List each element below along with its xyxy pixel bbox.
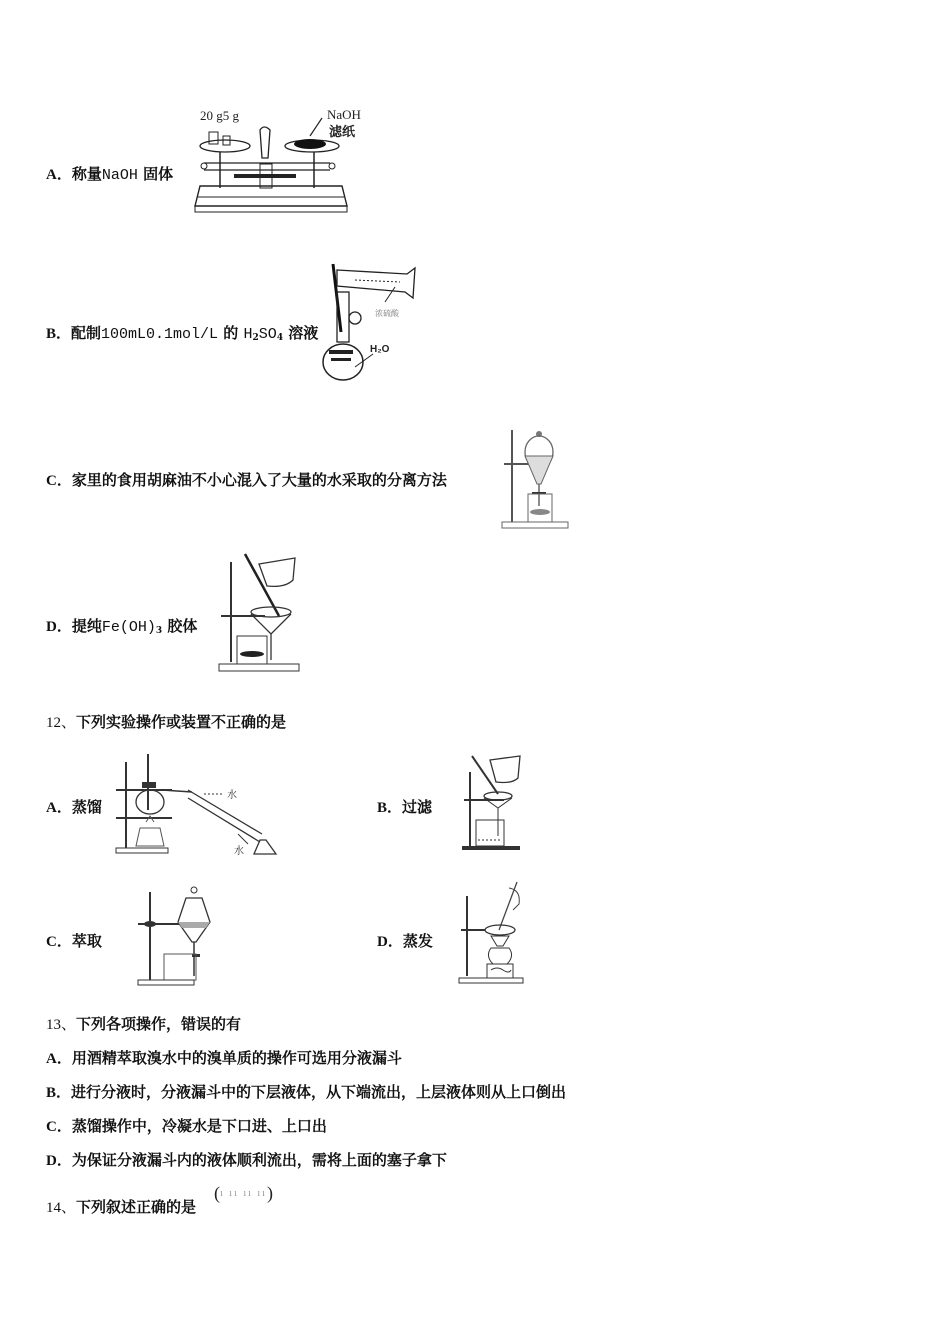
distillation-figure [112,750,282,856]
option-text: 过滤 [402,798,433,816]
option-label: D． [46,1153,72,1169]
q14-stem [46,1197,196,1218]
option-text: 胶体 [162,617,198,635]
option-text: 为保证分液漏斗内的液体顺利流出，需将上面的塞子拿下 [71,1151,447,1169]
water-label: H₂O [370,344,390,355]
q11-option-a [46,164,173,186]
paper-label: 滤纸 [329,125,356,140]
q13-option-a [46,1048,402,1069]
option-text: 蒸发 [402,932,433,950]
question-text: 下列各项操作，错误的有 [76,1015,242,1033]
option-text: 蒸馏 [71,798,102,816]
concentration: 100mL0.1mol/L [101,326,219,343]
answer-blank [214,1183,273,1204]
paren-ticks: ı ıı ıı ıı [220,1188,267,1199]
acid-label: 浓硫酸 [375,309,399,318]
option-text: 溶液 [283,324,319,342]
naoh-label: NaOH [327,107,361,122]
q11-option-c [46,470,447,491]
option-text: 蒸馏操作中，冷凝水是下口进、上口出 [71,1117,327,1135]
q13-stem [46,1014,241,1035]
option-text: 萃取 [71,932,102,950]
option-label: D． [46,619,72,635]
formula-h: H [243,326,253,343]
option-text: 称量 [71,165,102,183]
chem-formula: NaOH [101,167,138,184]
option-text: 的 [218,324,244,342]
filtration-colloid-figure [215,550,303,675]
formula-sub: 3 [155,626,163,636]
water-in-label: 水 [227,790,237,801]
formula-so: SO [258,326,277,343]
option-text: 进行分液时，分液漏斗中的下层液体，从下端流出，上层液体则从上口倒出 [71,1083,567,1101]
q12-option-c [46,931,102,952]
option-label: A． [46,1051,72,1067]
q12-option-a [46,797,102,818]
paren-close: ) [266,1183,273,1203]
weights-label: 20 g5 g [200,108,239,123]
q12-option-d [377,931,433,952]
extraction-figure [132,884,212,986]
q12-stem [46,712,286,733]
option-label: B． [46,326,72,342]
option-label: C． [46,934,72,950]
q13-option-b [46,1082,566,1103]
chem-formula: Fe(OH) [101,619,156,636]
option-text: 用酒精萃取溴水中的溴单质的操作可选用分液漏斗 [71,1049,402,1067]
option-text: 固体 [137,165,174,183]
volumetric-flask-figure [315,262,425,387]
separatory-funnel-figure [500,426,575,531]
option-text: 配制 [71,324,102,342]
q13-option-d [46,1150,447,1171]
q11-option-b [46,323,318,348]
option-label: B． [46,1085,72,1101]
option-label: A． [46,167,72,183]
q13-option-c [46,1116,327,1137]
option-text: 提纯 [71,617,102,635]
question-number: 12、 [46,715,77,731]
question-text: 下列实验操作或装置不正确的是 [76,713,287,731]
question-text: 下列叙述正确的是 [76,1198,197,1216]
option-label: A． [46,800,72,816]
question-number: 13、 [46,1017,77,1033]
q12-option-b [377,797,432,818]
option-label: D． [377,934,403,950]
q11-option-d [46,616,197,641]
option-label: B． [377,800,403,816]
option-label: C． [46,1119,72,1135]
water-out-label: 水 [234,846,244,856]
paren-open: ( [214,1183,220,1203]
balance-figure [192,106,382,218]
formula-sub-4: 4 [276,333,284,343]
question-number: 14、 [46,1200,77,1216]
option-text: 家里的食用胡麻油不小心混入了大量的水采取的分离方法 [71,471,447,489]
formula-sub-2: 2 [252,333,259,343]
evaporation-figure [455,880,530,986]
filtration-figure [458,752,528,854]
option-label: C． [46,473,72,489]
